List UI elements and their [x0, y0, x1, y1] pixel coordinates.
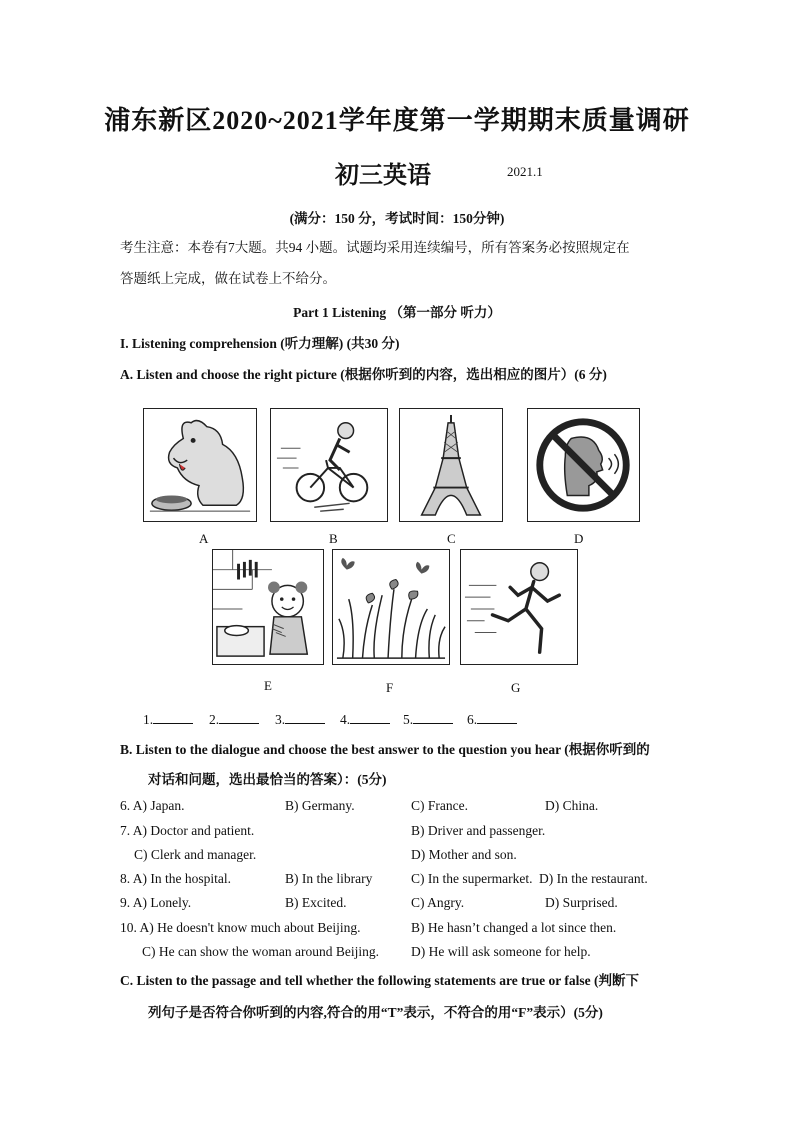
- q8-option-a: 8. A) In the hospital.: [120, 871, 231, 886]
- picture-g: [460, 549, 578, 665]
- q9-option-d: D) Surprised.: [545, 895, 618, 910]
- q10-option-b: B) He hasn’t changed a lot since then.: [411, 920, 617, 935]
- exam-date: 2021.1: [507, 164, 543, 179]
- q6-option-b: B) Germany.: [285, 798, 355, 813]
- answer-blank-6[interactable]: 6.: [467, 711, 517, 728]
- picture-b: [270, 408, 388, 522]
- q10-option-c: C) He can show the woman around Beijing.: [142, 944, 379, 959]
- q6-option-c: C) France.: [411, 798, 468, 813]
- picture-label-b: B: [329, 531, 338, 546]
- eiffel-tower-icon: [400, 409, 502, 521]
- picture-label-d: D: [574, 531, 584, 546]
- answer-blank-1[interactable]: 1.: [143, 711, 193, 728]
- picture-label-f: F: [386, 680, 394, 695]
- q7-option-b: B) Driver and passenger.: [411, 823, 546, 838]
- q6-option-a: 6. A) Japan.: [120, 798, 185, 813]
- q6-option-d: D) China.: [545, 798, 599, 813]
- q9-option-b: B) Excited.: [285, 895, 347, 910]
- dog-with-bowl-icon: [144, 409, 256, 521]
- running-man-icon: [461, 550, 577, 664]
- q10-option-d: D) He will ask someone for help.: [411, 944, 591, 959]
- cyclist-icon: [271, 409, 387, 521]
- notice-line-2: 答题纸上完成，做在试卷上不给分。: [120, 271, 336, 286]
- picture-c: [399, 408, 503, 522]
- girl-washing-dishes-icon: [213, 550, 323, 664]
- q7-option-a: 7. A) Doctor and patient.: [120, 823, 255, 838]
- blank-line: [153, 711, 193, 724]
- picture-e: [212, 549, 324, 665]
- blank-line: [219, 711, 259, 724]
- exam-info: (满分：150 分，考试时间：150分钟): [289, 211, 505, 226]
- section-B-heading-line-2: 对话和问题，选出最恰当的答案）：(5分): [148, 772, 387, 787]
- picture-label-c: C: [447, 531, 456, 546]
- q8-option-c: C) In the supermarket.: [411, 871, 533, 886]
- q10-option-a: 10. A) He doesn't know much about Beijing.: [120, 920, 361, 935]
- notice-line-1: 考生注意：本卷有7大题。共94 小题。试题均采用连续编号，所有答案务必按照规定在: [120, 240, 630, 255]
- answer-blank-2[interactable]: 2.: [209, 711, 259, 728]
- picture-label-g: G: [511, 680, 521, 695]
- section-C-heading-line-2: 列句子是否符合你听到的内容,符合的用“T”表示，不符合的用“F”表示）(5分): [148, 1005, 603, 1020]
- picture-label-a: A: [199, 531, 209, 546]
- q9-option-c: C) Angry.: [411, 895, 465, 910]
- q8-option-d: D) In the restaurant.: [539, 871, 648, 886]
- section-B-heading-line-1: B. Listen to the dialogue and choose the best answer to the question you hear (根据你听到的: [120, 742, 650, 757]
- section-A-heading: A. Listen and choose the right picture (根据你听到的内容，选出相应的图片）(6 分): [120, 367, 607, 382]
- q7-option-c: C) Clerk and manager.: [134, 847, 257, 862]
- blank-line: [477, 711, 517, 724]
- q9-option-a: 9. A) Lonely.: [120, 895, 192, 910]
- section-I-heading: I. Listening comprehension (听力理解) (共30 分): [120, 336, 400, 351]
- no-noise-sign-icon: [528, 409, 639, 521]
- picture-f: [332, 549, 450, 665]
- exam-subtitle: 初三英语: [335, 163, 431, 189]
- section-C-heading-line-1: C. Listen to the passage and tell whether the following statements are true or false (判断下: [120, 973, 639, 988]
- exam-title: 浦东新区2020~2021学年度第一学期期末质量调研: [104, 106, 690, 135]
- picture-label-e: E: [264, 678, 272, 693]
- blank-line: [350, 711, 390, 724]
- grass-butterflies-icon: [333, 550, 449, 664]
- q7-option-d: D) Mother and son.: [411, 847, 517, 862]
- answer-blank-5[interactable]: 5.: [403, 711, 453, 728]
- q8-option-b: B) In the library: [285, 871, 373, 886]
- answer-blank-4[interactable]: 4.: [340, 711, 390, 728]
- picture-d: [527, 408, 640, 522]
- blank-line: [413, 711, 453, 724]
- part1-heading: Part 1 Listening （第一部分 听力）: [293, 305, 501, 320]
- picture-a: [143, 408, 257, 522]
- answer-blank-3[interactable]: 3.: [275, 711, 325, 728]
- blank-line: [285, 711, 325, 724]
